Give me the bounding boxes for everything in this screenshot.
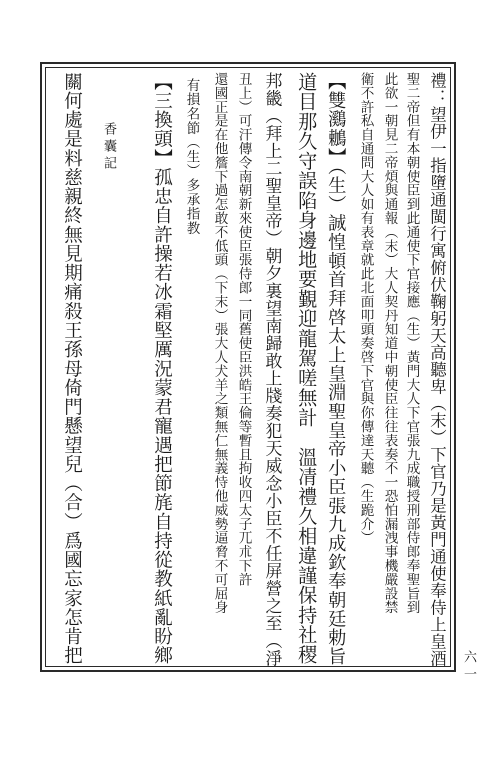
text-column-9: 還國正是在他簷下過怎敢不低頭（下末）張大人犬羊之類無仁無義恃他威勢逼脅不可屈身 — [211, 72, 228, 615]
text-column-3: 此欲一朝見二帝煩與通報（末）大人契丹知道中朝使臣往往表奏不一恐怕漏洩事機嚴設禁 — [381, 72, 398, 615]
text-column-7: 邦畿（拜上二聖皇帝）朝夕裏望南歸敢上牋奏犯天威念小臣不任屏營之至（淨 — [262, 72, 283, 667]
text-column-6: 道目那久守誤陷身邊地要覲迎龍駕嗟無計 溫凊禮久相違謹保持社稷 — [295, 72, 319, 665]
text-column-12: 關何處是料慈親終無見期痛殺王孫母倚門懸望兒（合）爲國忘家怎肯把 — [61, 72, 83, 666]
text-column-8: 丑上）可汗傳令南朝新來使臣張侍郎一同舊使臣洪皓王倫等暫且拘收四太子兀朮下許 — [235, 72, 252, 587]
page-number: 六一 — [461, 650, 476, 684]
book-title: 香囊記 — [101, 122, 116, 173]
text-column-10: 有損名節（生）多承指教 — [183, 78, 200, 236]
text-column-4: 衛不許私自通問大人如有表章就此北面叩頭奏啓下官與你傳達天聽（生跪介） — [357, 72, 374, 545]
text-column-1: 禮：望伊一指墮通閩行寓俯伏鞠躬天高聽卑（末）下官乃是黃門通使奉侍上皇酒 — [427, 72, 447, 667]
text-column-5: 【雙鸂鶒】（生）誠惶頓首拜啓太上皇淵聖皇帝小臣張九成欽奉朝廷勅旨 — [325, 72, 347, 666]
text-column-2: 聖二帝但有本朝使臣到此通使下官接應（生）黃門大人下官張九成職授刑部侍郎奉聖旨到 — [403, 72, 420, 615]
text-column-11: 【三換頭】孤忠自許操若冰霜堅厲況蒙君寵遇把節旄自持從教紙亂盼鄉 — [151, 72, 173, 666]
